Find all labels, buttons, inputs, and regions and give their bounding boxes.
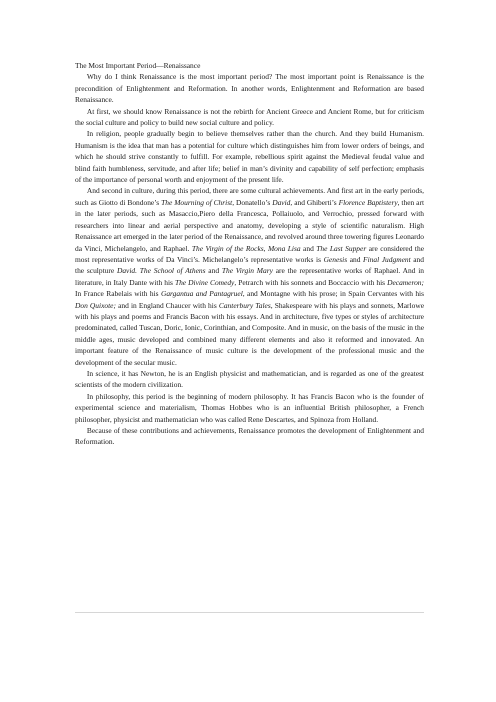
document-body bbox=[75, 60, 424, 448]
paragraph-rebirth: At first, we should know Renaissance is not the rebirth for Ancient Greece and Ancient Rome, but for criticism the social culture and policy to build new social culture and policy. bbox=[75, 106, 424, 128]
artwork-title: The Last Supper bbox=[316, 243, 367, 253]
paragraph-intro: Why do I think Renaissance is the most important period? The most important point is Renaissance is the precondition of Enlightenment and Reformation. In another words, Enlightenment and Reformation are based Renaissance. bbox=[75, 72, 424, 105]
text-run: and bbox=[300, 243, 317, 253]
footer-divider bbox=[75, 612, 424, 613]
artwork-title: David. The School of Athens bbox=[116, 266, 206, 276]
text-run: are considered the most representative works of Da Vinci’s. Michelangelo’s representative works is bbox=[75, 243, 424, 264]
text-run: , then art in the later periods, such as Masaccio,Piero della Francesca, Pollaiuolo, and Verrochio, pressed forward with researchers into linear and aerial perspective and anatomy, developing a style of scientific naturalism. High Renaissance art emerged in the later period of the Renaissance, and revolved around three towering figures Leonardo da Vinci, Michelangelo, and Raphael. bbox=[75, 197, 425, 253]
paragraph-philosophy: In philosophy, this period is the beginning of modern philosophy. It has Francis Bacon who is the founder of experimental science and materialism, Thomas Hobbes who is an influential British philosopher, a French philosopher, physicist and mathematician who was called Rene Descartes, and Spinoza from Holland. bbox=[75, 391, 424, 424]
text-run: and the sculpture bbox=[75, 254, 424, 276]
text-run: , Donatello’s bbox=[232, 197, 273, 207]
text-run: and bbox=[205, 266, 222, 276]
artwork-title: The Virgin Mary bbox=[221, 266, 273, 276]
text-run: , Shakespeare with his plays and sonnets, Marlowe with his plays and poems and Francis Bacon with his essays. And in architecture, five types or styles of architecture predominated, called Tuscan, Doric, Ionic, Corinthian, and Composite. And in music, on the basis of the music in the middle ages, music developed and combined many different elements and also it reformed and innovated. An important feature of the Renaissance of music culture is the development of the professional music and the development of the secular music. bbox=[75, 300, 424, 367]
literary-title: Decameron; bbox=[387, 277, 425, 287]
artwork-title: The Mourning of Christ bbox=[161, 197, 233, 207]
artwork-title: Florence Baptistery bbox=[338, 197, 398, 207]
text-run: In France Rabelais with his bbox=[75, 289, 161, 299]
paragraph-culture bbox=[75, 185, 424, 368]
paragraph-religion: In religion, people gradually begin to believe themselves rather than the church. And they build Humanism. Humanism is the idea that man has a potential for culture which distinguishes him from lower orders of beings, and which he should strive constantly to fulfill. For example, rebellious spirit against the Medieval feudal value and blind faith humbleness, servitude, and after life; belief in man’s divinity and capability of self perfection; emphasis of the importance of personal worth and enjoyment of the present life. bbox=[75, 129, 424, 185]
literary-title: Canterbury Tales bbox=[218, 300, 271, 310]
text-run: , and Montagne with his prose; in Spain Cervantes with his bbox=[242, 289, 424, 299]
text-run: and in England Chaucer with his bbox=[115, 300, 219, 310]
literary-title: Don Quixote; bbox=[75, 300, 116, 310]
artwork-title: Genesis bbox=[323, 254, 348, 264]
text-run: and bbox=[347, 254, 364, 264]
text-run: , Petrarch with his sonnets and Boccaccio with his bbox=[234, 277, 388, 287]
text-run: And second in culture, during this period, there are some cultural achievements. And first art in the early periods, such as Giotto di Bondone’s bbox=[75, 186, 424, 207]
artwork-title: David bbox=[272, 197, 291, 207]
artwork-title: Final Judgment bbox=[363, 254, 411, 264]
paragraph-conclusion: Because of these contributions and achievements, Renaissance promotes the development of Enlightenment and Reformation. bbox=[75, 426, 424, 447]
artwork-title: The Virgin of the Rocks, Mona Lisa bbox=[191, 243, 301, 253]
literary-title: Gargantua and Pantagruel bbox=[160, 289, 243, 299]
literary-title: The Divine Comedy bbox=[174, 277, 235, 287]
document-title: The Most Important Period—Renaissance bbox=[75, 61, 201, 70]
text-run: are the representative works of Raphael. And in literature, in Italy Dante with his bbox=[75, 266, 424, 287]
paragraph-science: In science, it has Newton, he is an English physicist and mathematician, and is regarded as one of the greatest scientists of the modern civilization. bbox=[75, 368, 424, 390]
text-run: , and Ghiberti’s bbox=[290, 197, 339, 207]
